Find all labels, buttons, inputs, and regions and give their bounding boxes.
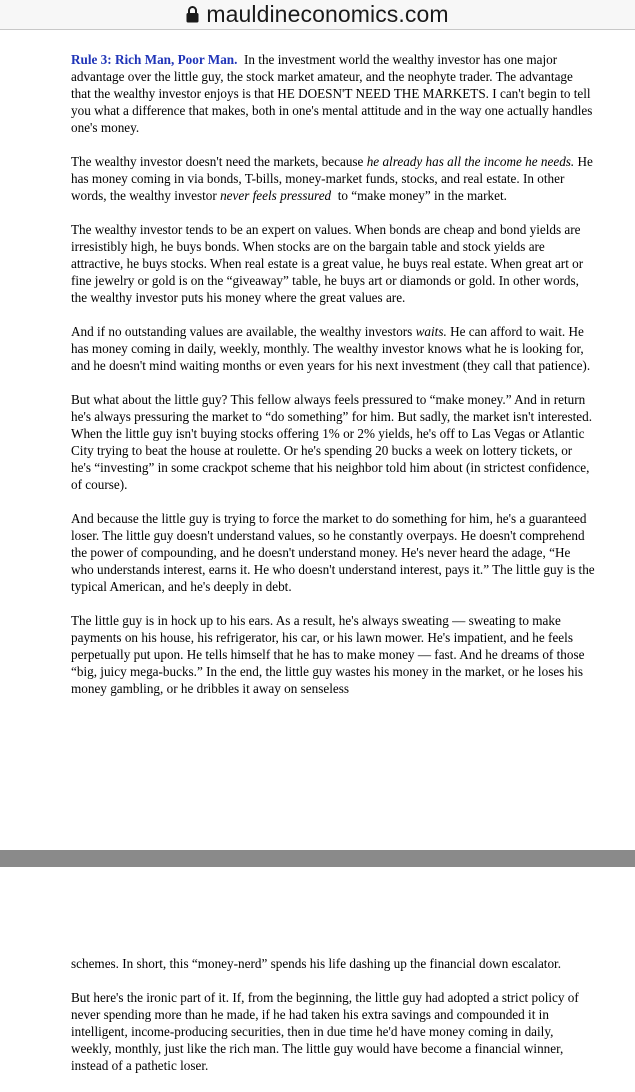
paragraph-text: In the investment world the wealthy investor has one major advantage over the little guy, the stock market amateur, and the neophyte trader. The advantage that the wealthy investor enjoys is that HE DOESN'T NEED THE MARKETS. I can't begin to tell you what a difference that makes, both in one's mental attitude and in the way one actually handles one's money. — [71, 52, 593, 135]
paragraph-rule-3 — [71, 51, 595, 136]
emphasis-text: never feels pressured — [220, 188, 332, 203]
emphasis-text: he already has all the income he needs. — [366, 154, 575, 169]
paragraph-guaranteed-loser: And because the little guy is trying to force the market to do something for him, he's a guaranteed loser. The little guy doesn't understand values, so he constantly overpays. He doesn't comprehend the power of compounding, and he doesn't understand money. He's never heard the adage, “He who understands interest, earns it. He who doesn't understand interest, pays it.” The little guy is the typical American, and he's deeply in debt. — [71, 511, 595, 594]
paragraph-wealthy-investor-needs — [71, 153, 595, 204]
page-separator — [0, 850, 635, 867]
text-segment: to “make money” in the market. — [337, 188, 507, 203]
text-segment: And if no outstanding values are available, the wealthy investors — [71, 324, 413, 339]
address-bar-content — [186, 1, 448, 28]
document-page-2 — [71, 955, 595, 1091]
rule-title: Rule 3: Rich Man, Poor Man. — [71, 52, 238, 67]
paragraph-little-guy: But what about the little guy? This fellow always feels pressured to “make money.” And in return he's always pressuring the market to “do something” for him. But sadly, the market isn't interested. When the little guy isn't buying stocks offering 1% or 2% yields, he's off to Las Vegas or Atlantic City trying to beat the house at roulette. Or he's spending 20 bucks a week on lottery tickets, or he's “investing” in some crackpot scheme that his neighbor told him about (in strictest confidence, of course). — [71, 392, 593, 492]
browser-address-bar[interactable] — [0, 0, 635, 30]
document-page-1 — [71, 51, 595, 714]
paragraph-ironic-part: But here's the ironic part of it. If, from the beginning, the little guy had adopted a strict policy of never spending more than he made, if he had taken his extra savings and compounded it in intelligent, income-producing securities, then in due time he'd have money coming in daily, weekly, monthly, just like the rich man. The little guy would have become a financial winner, instead of a pathetic loser. — [71, 990, 579, 1073]
paragraph-in-hock: The little guy is in hock up to his ears. As a result, he's always sweating — sweating to make payments on his house, his refrigerator, his car, or his lawn mower. He's impatient, and he feels perpetually put upon. He tells himself that he has to make money — fast. And he dreams of those “big, juicy mega-bucks.” In the end, the little guy wastes his money in the market, or he loses his money gambling, or he dribbles it away on senseless — [71, 613, 585, 696]
paragraph-waits — [71, 323, 595, 374]
paragraph-money-nerd: schemes. In short, this “money-nerd” spends his life dashing up the financial down escalator. — [71, 956, 562, 971]
url-text: mauldineconomics.com — [206, 1, 449, 27]
lock-icon — [186, 6, 199, 23]
emphasis-text: waits. — [415, 324, 447, 339]
paragraph-values-expert: The wealthy investor tends to be an expert on values. When bonds are cheap and bond yields are irresistibly high, he buys bonds. When stocks are on the bargain table and stock yields are attractive, he buys stocks. When real estate is a great value, he buys real estate. When great art or fine jewelry or gold is on the “giveaway” table, he buys art or diamonds or gold. In other words, the wealthy investor puts his money where the great values are. — [71, 222, 584, 305]
text-segment: The wealthy investor doesn't need the markets, because — [71, 154, 364, 169]
text-segment: He can afford to wait. He has money coming in daily, weekly, monthly. The wealthy investor knows what he is looking for, and he doesn't mind waiting months or even years for his next investment (they call that patience). — [71, 324, 591, 373]
text-segment: He has money coming in via bonds, T-bills, money-market funds, stocks, and real estate. In other words, the wealthy investor — [71, 154, 593, 203]
